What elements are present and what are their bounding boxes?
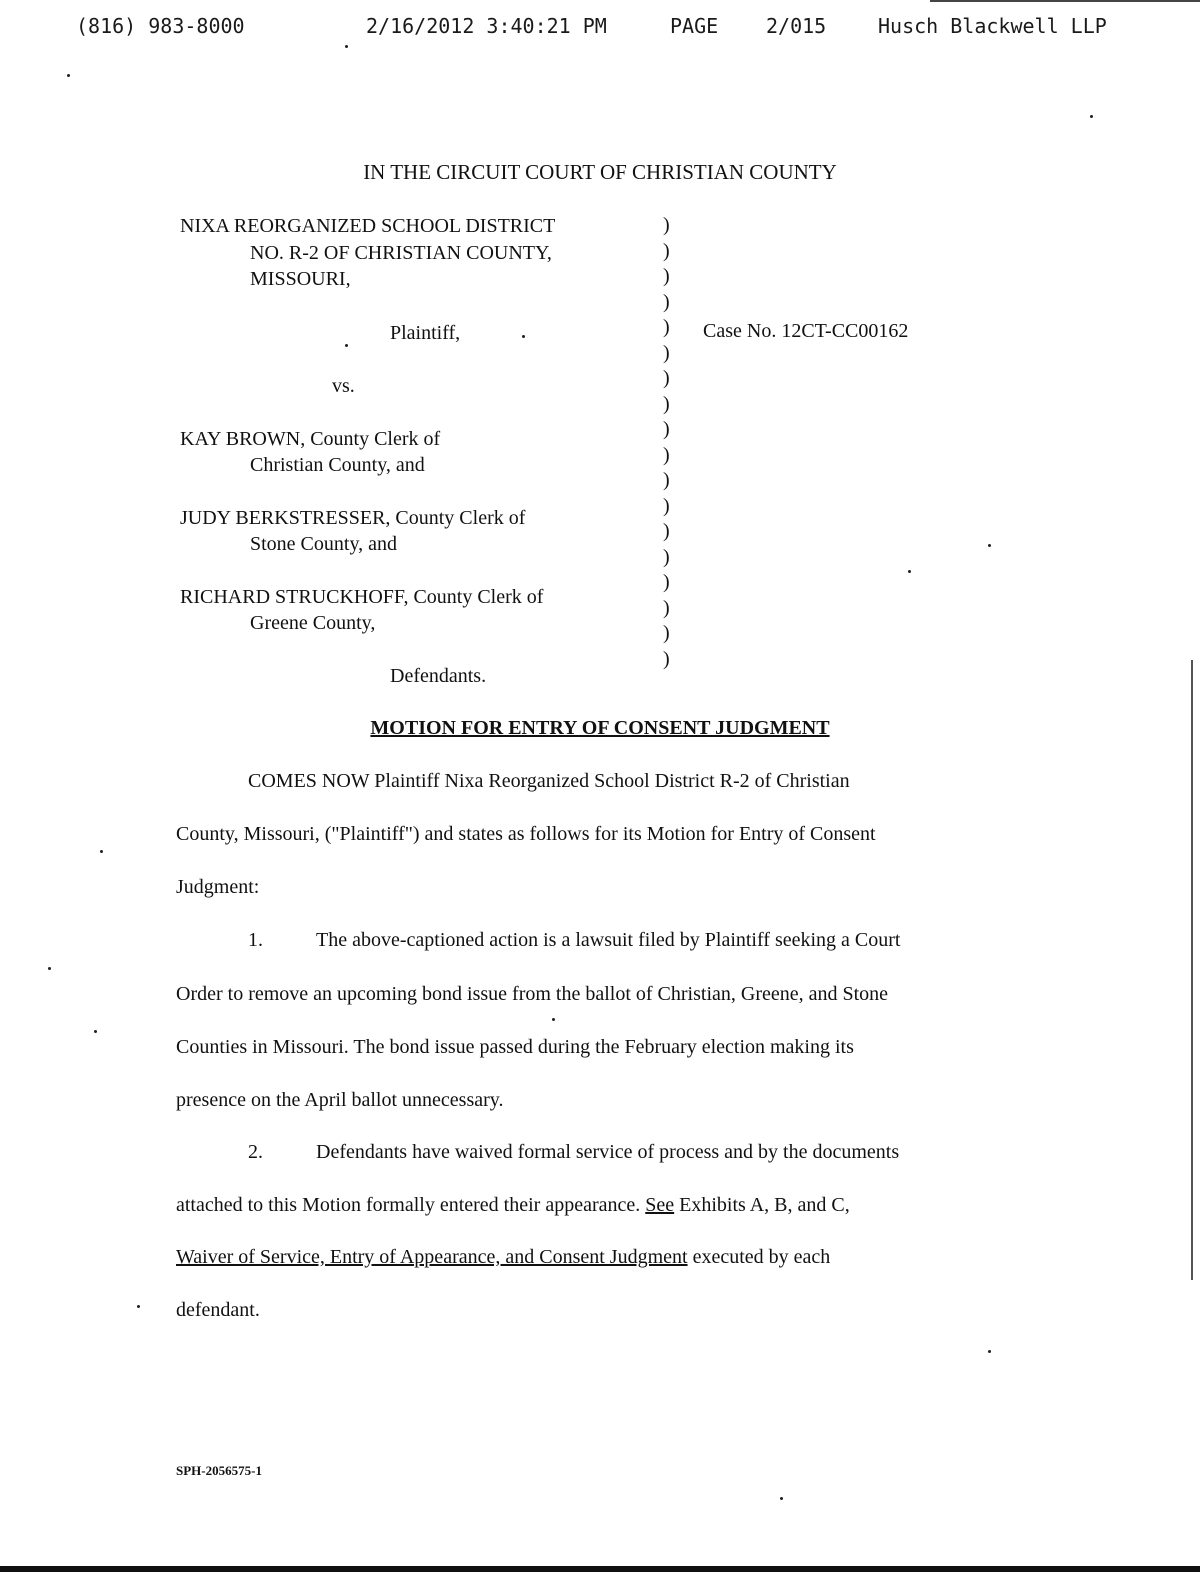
scan-speck: [908, 570, 911, 573]
fax-timestamp: 2/16/2012 3:40:21 PM: [366, 14, 607, 38]
caption-paren: ): [663, 290, 670, 313]
caption-paren: ): [663, 443, 670, 466]
defendant-role: Defendants.: [390, 665, 487, 687]
caption-paren: ): [663, 418, 670, 440]
scan-speck: [137, 1305, 140, 1308]
fax-firm-name: Husch Blackwell LLP: [878, 14, 1107, 38]
case-number-value: 12CT-CC00162: [781, 320, 909, 342]
paragraph-2-line-3-end: executed by each: [692, 1246, 831, 1268]
caption-paren: ): [663, 265, 670, 287]
plaintiff-line-1: NIXA REORGANIZED SCHOOL DISTRICT: [180, 215, 556, 237]
defendant-1-line-2: Christian County, and: [250, 454, 425, 476]
intro-line-2: County, Missouri, ("Plaintiff") and states as follows for its Motion for Entry of Consent: [176, 823, 876, 845]
scan-speck: [988, 544, 991, 547]
defendant-2-line-1: JUDY BERKSTRESSER, County Clerk of: [180, 507, 526, 529]
paragraph-1-line-3: Counties in Missouri. The bond issue passed during the February election making its: [176, 1036, 854, 1058]
defendant-1-line-1: KAY BROWN, County Clerk of: [180, 428, 441, 450]
scan-speck: [552, 1018, 555, 1021]
defendant-3-line-2: Greene County,: [250, 612, 376, 634]
scan-speck: [48, 967, 51, 970]
scan-speck: [345, 344, 348, 347]
paragraph-2-number: 2.: [248, 1141, 263, 1163]
scan-speck: [780, 1497, 783, 1500]
caption-paren: ): [663, 239, 670, 262]
caption-paren: ): [663, 469, 670, 491]
scan-speck: [94, 1030, 97, 1033]
scan-speck: [100, 850, 103, 853]
caption-paren: ): [663, 647, 670, 670]
scan-speck: [1090, 115, 1093, 118]
case-number-block: [703, 320, 908, 343]
intro-line-3: Judgment:: [176, 876, 260, 898]
scan-speck: [345, 45, 348, 48]
scan-speck: [988, 1350, 991, 1353]
fax-header: [0, 8, 1200, 42]
paragraph-2-line-1: Defendants have waived formal service of process and by the documents: [316, 1141, 900, 1163]
caption-paren: ): [663, 214, 670, 236]
caption-paren: ): [663, 392, 670, 415]
paragraph-2-line-3: [176, 1246, 830, 1269]
paragraph-2-line-2-start: attached to this Motion formally entered their appearance.: [176, 1194, 641, 1216]
caption-paren: ): [663, 316, 670, 338]
fax-phone: (816) 983-8000: [76, 14, 245, 38]
case-number-label: Case No.: [703, 320, 777, 342]
scan-bottom-border: [0, 1566, 1200, 1572]
caption-paren: ): [663, 520, 670, 542]
versus-label: vs.: [332, 375, 355, 397]
intro-line-1: COMES NOW Plaintiff Nixa Reorganized School District R-2 of Christian: [248, 770, 850, 792]
paragraph-2-line-2-end: Exhibits A, B, and C,: [679, 1194, 850, 1216]
fax-page-number: 2/015: [766, 14, 827, 38]
paragraph-1-line-4: presence on the April ballot unnecessary.: [176, 1089, 504, 1111]
exhibit-titles: Waiver of Service, Entry of Appearance, and Consent Judgment: [176, 1246, 688, 1268]
paragraph-1-number: 1.: [248, 929, 263, 951]
motion-title: MOTION FOR ENTRY OF CONSENT JUDGMENT: [370, 717, 830, 739]
fax-top-rule: [930, 0, 1200, 2]
paragraph-2-line-4: defendant.: [176, 1299, 260, 1321]
caption-paren: ): [663, 367, 670, 389]
scan-speck: [522, 335, 525, 338]
caption-paren: ): [663, 545, 670, 568]
plaintiff-line-3: MISSOURI,: [250, 268, 351, 290]
paragraph-1-line-2: Order to remove an upcoming bond issue from the ballot of Christian, Greene, and Stone: [176, 983, 889, 1005]
plaintiff-line-2: NO. R-2 OF CHRISTIAN COUNTY,: [250, 242, 552, 264]
paragraph-1-line-1: The above-captioned action is a lawsuit filed by Plaintiff seeking a Court: [316, 929, 901, 951]
caption-paren: ): [663, 596, 670, 619]
court-title: IN THE CIRCUIT COURT OF CHRISTIAN COUNTY: [363, 160, 837, 184]
caption-paren-column: [663, 213, 670, 672]
plaintiff-role: Plaintiff,: [390, 322, 461, 344]
scan-edge-line: [1191, 660, 1193, 1280]
fax-page-label: PAGE: [670, 14, 719, 38]
caption-paren: ): [663, 341, 670, 364]
defendant-3-line-1: RICHARD STRUCKHOFF, County Clerk of: [180, 586, 544, 608]
document-id: SPH-2056575-1: [176, 1463, 262, 1478]
see-signal: See: [645, 1194, 675, 1216]
caption-paren: ): [663, 571, 670, 593]
paragraph-2-line-2: [176, 1194, 850, 1217]
scan-speck: [67, 74, 70, 77]
caption-paren: ): [663, 494, 670, 517]
caption-paren: ): [663, 622, 670, 644]
defendant-2-line-2: Stone County, and: [250, 533, 398, 555]
